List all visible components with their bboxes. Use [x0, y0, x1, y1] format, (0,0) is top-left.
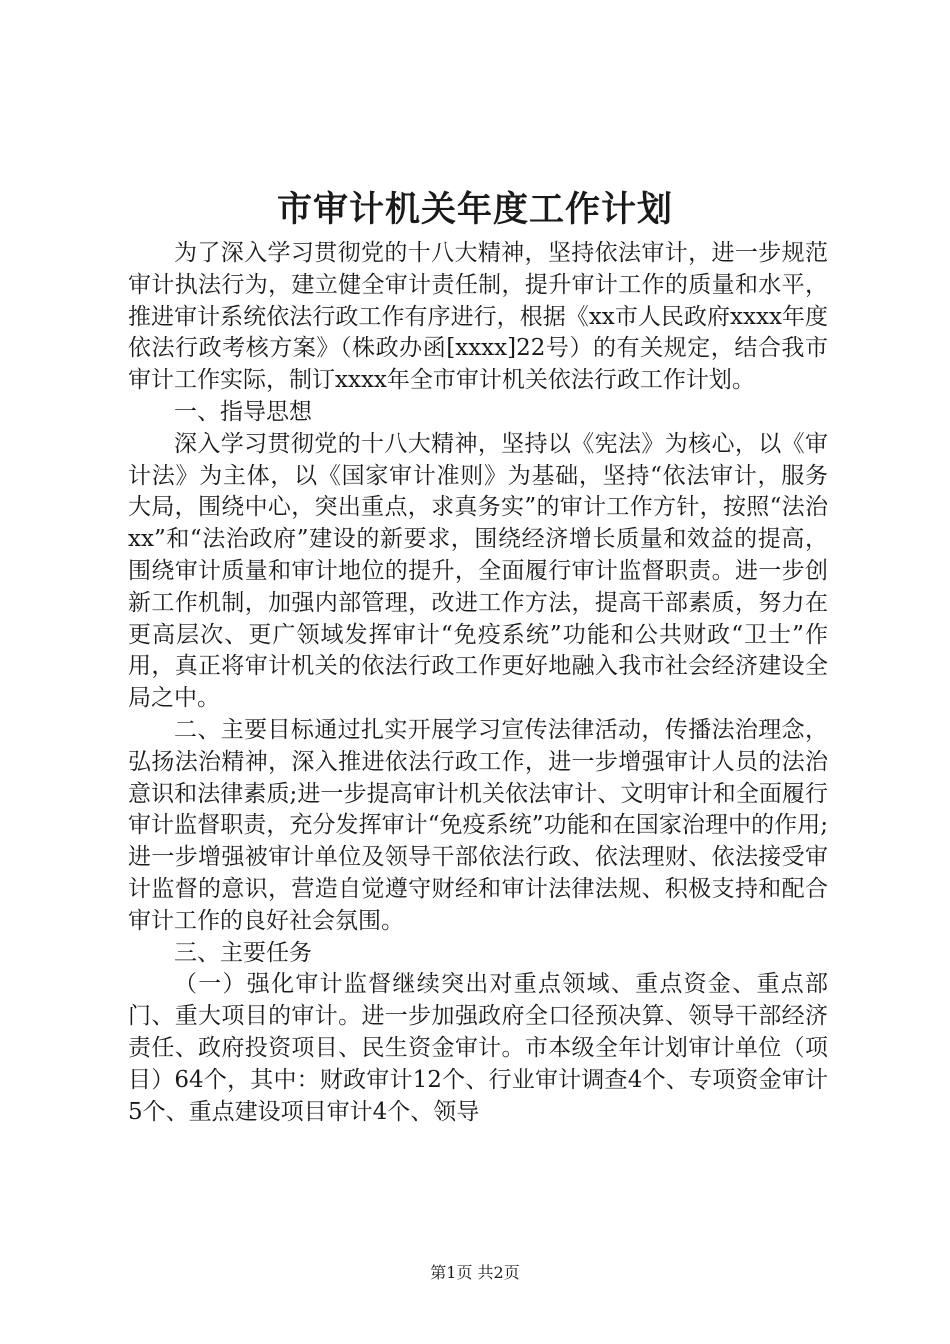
paragraph-guiding-thought: 深入学习贯彻党的十八大精神，坚持以《宪法》为核心，以《审计法》为主体，以《国家审计准则》为基础，坚持“依法审计，服务大局，围绕中心，突出重点，求真务实”的审计工作方针，按照“法治xx”和“法治政府”建设的新要求，围绕经济增长质量和效益的提高，围绕审计质量和审计地位的提升，全面履行审计监督职责。进一步创新工作机制，加强内部管理，改进工作方法，提高干部素质，努力在更高层次、更广领域发挥审计“免疫系统”功能和公共财政“卫士”作用，真正将审计机关的依法行政工作更好地融入我市社会经济建设全局之中。: [128, 430, 828, 712]
heading-main-tasks: 三、主要任务: [174, 939, 312, 966]
document-body: [128, 238, 828, 1128]
paragraph-main-goals: 二、主要目标通过扎实开展学习宣传法律活动，传播法治理念，弘扬法治精神，深入推进依法行政工作，进一步增强审计人员的法治意识和法律素质;进一步提高审计机关依法审计、文明审计和全面履行审计监督职责，充分发挥审计“免疫系统”功能和在国家治理中的作用;进一步增强被审计单位及领导干部依法行政、依法理财、依法接受审计监督的意识，营造自觉遵守财经和审计法律法规、积极支持和配合审计工作的良好社会氛围。: [128, 716, 828, 934]
paragraph-task-one: （一）强化审计监督继续突出对重点领域、重点资金、重点部门、重大项目的审计。进一步加强政府全口径预决算、领导干部经济责任、政府投资项目、民生资金审计。市本级全年计划审计单位（项目）64个，其中：财政审计12个、行业审计调查4个、专项资金审计5个、重点建设项目审计4个、领导: [128, 971, 828, 1125]
document-title: 市审计机关年度工作计划: [276, 189, 673, 230]
page-number-footer: 第1页 共2页: [430, 1263, 520, 1282]
paragraph-intro: 为了深入学习贯彻党的十八大精神，坚持依法审计，进一步规范审计执法行为，建立健全审计责任制，提升审计工作的质量和水平，推进审计系统依法行政工作有序进行，根据《xx市人民政府xxxx年度依法行政考核方案》（株政办函[xxxx]22号）的有关规定，结合我市审计工作实际，制订xxxx年全市审计机关依法行政工作计划。: [128, 240, 828, 394]
heading-guiding-thought: 一、指导思想: [174, 398, 312, 425]
